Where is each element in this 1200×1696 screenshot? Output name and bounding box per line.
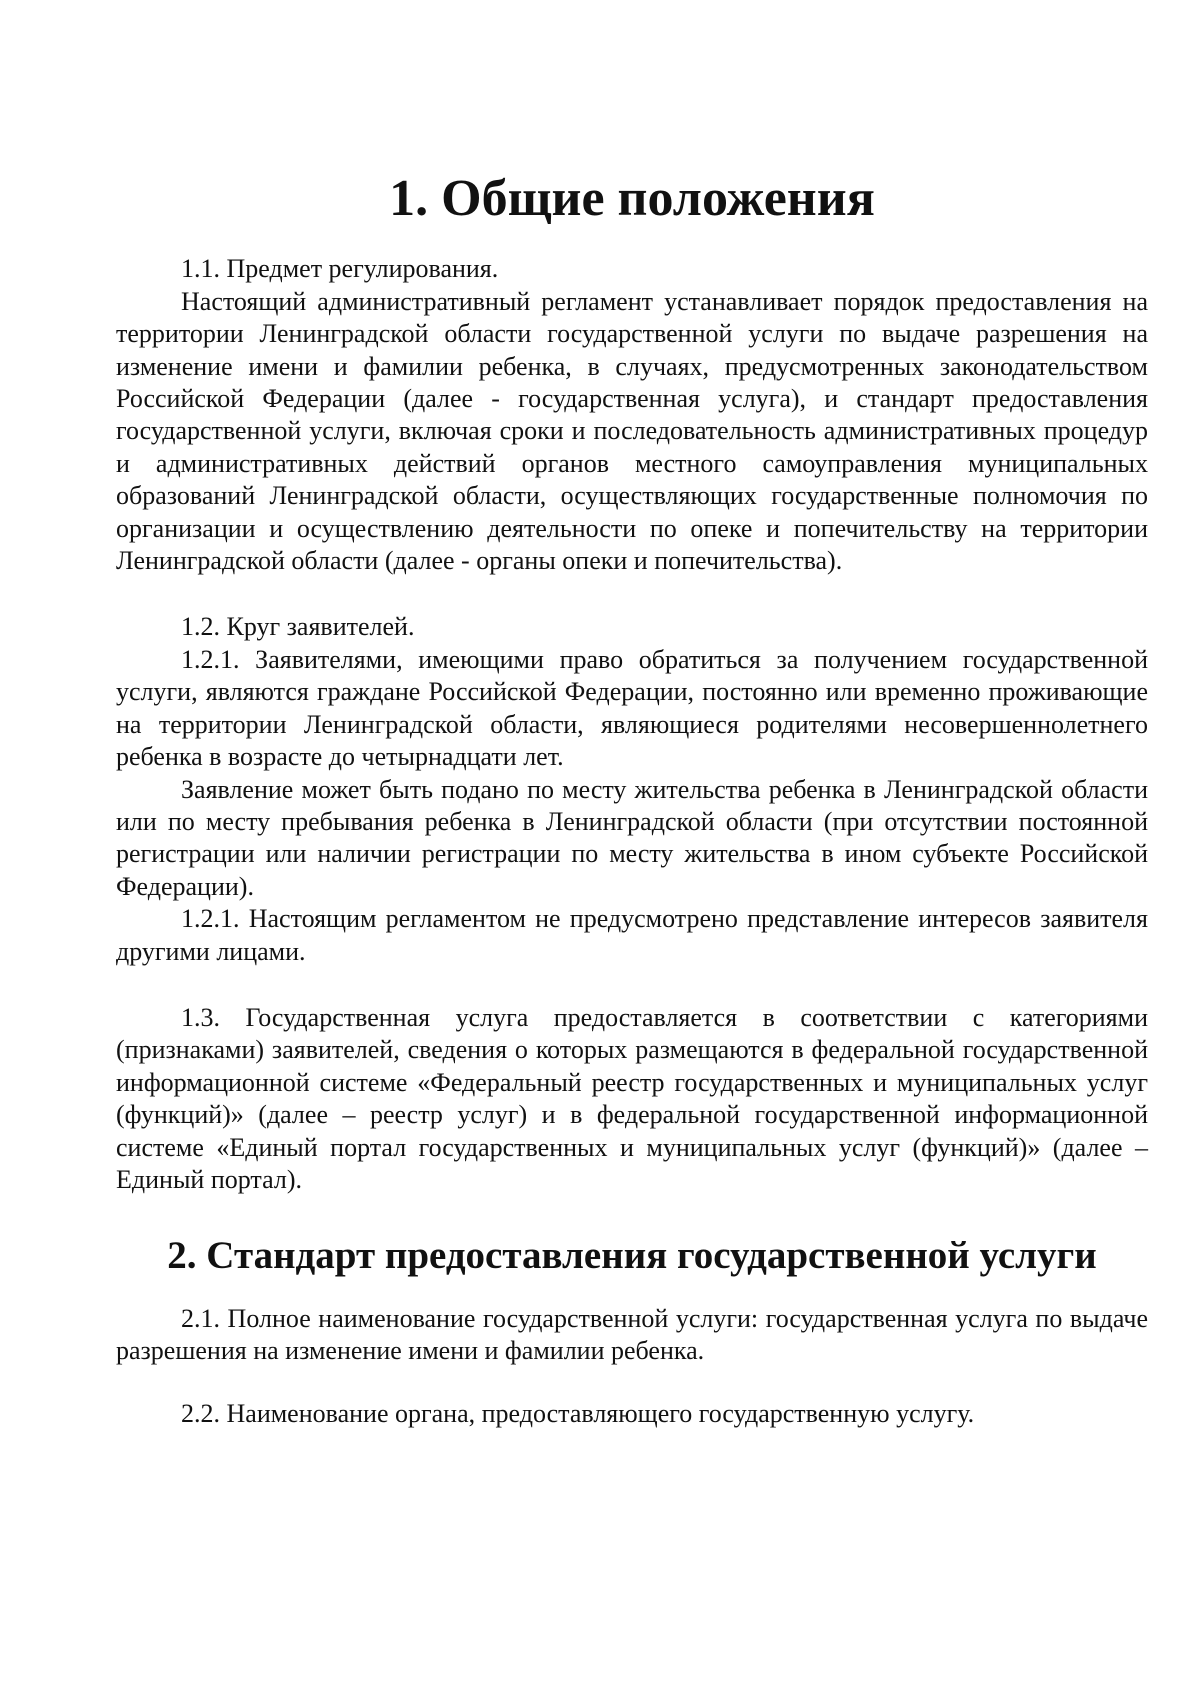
paragraph-statement-text: Заявление может быть подано по месту жительства ребенка в Ленинградской области или по месту пребывания ребенка в Ленинградской области (при отсутствии постоянной регистрации или наличии регистрации по месту жительства в ином субъекте Российской Федерации). [116,774,1148,901]
document-body [116,170,1148,1430]
paragraph-2-1-text: 2.1. Полное наименование государственной услуги: государственная услуга по выдаче разрешения на изменение имени и фамилии ребенка. [116,1303,1148,1366]
paragraph-1-1-heading: 1.1. Предмет регулирования. [181,254,499,284]
paragraph-2-2-text: 2.2. Наименование органа, предоставляющего государственную услугу. [181,1398,975,1428]
paragraph-1-2-heading: 1.2. Круг заявителей. [181,612,415,642]
paragraph-1-2-1b-text: 1.2.1. Настоящим регламентом не предусмотрено представление интересов заявителя другими лицами. [116,904,1148,966]
section-2-title: 2. Стандарт предоставления государственной услуги [167,1234,1097,1278]
paragraph-1-1-text: Настоящий административный регламент устанавливает порядок предоставления на территории Ленинградской области государственной услуги по выдаче разрешения на изменение имени и фамилии ребенка, в случаях, предусмотренных законодательством Российской Федерации (далее - государственная услуга), и стандарт предоставления государственной услуги, включая сроки и последовательность административных процедур и административных действий органов местного самоуправления муниципальных образований Ленинградской области, осуществляющих государственные полномочия по организации и осуществлению деятельности по опеке и попечительству на территории Ленинградской области (далее - органы опеки и попечительства). [116,286,1148,576]
section-1-title: 1. Общие положения [389,170,875,227]
paragraph-1-2-1-text: 1.2.1. Заявителями, имеющими право обратиться за получением государственной услуги, являются граждане Российской Федерации, постоянно или временно проживающие на территории Ленинградской области, являющиеся родителями несовершеннолетнего ребенка в возрасте до четырнадцати лет. [116,644,1148,772]
paragraph-1-3-text: 1.3. Государственная услуга предоставляется в соответствии с категориями (признаками) заявителей, сведения о которых размещаются в федеральной государственной информационной системе «Федеральный реестр государственных и муниципальных услуг (функций)» (далее – реестр услуг) и в федеральной государственной информационной системе «Единый портал государственных и муниципальных услуг (функций)» (далее – Единый портал). [116,1002,1148,1194]
